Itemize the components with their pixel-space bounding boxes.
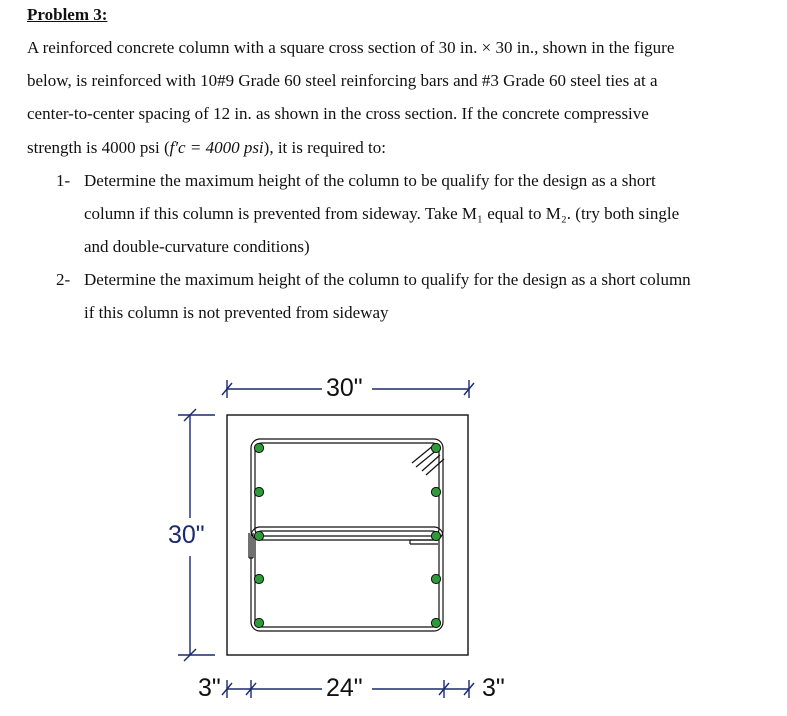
bottom-left-cover-label: 3" <box>198 674 221 702</box>
intro-line-2: below, is reinforced with 10#9 Grade 60 steel reinforcing bars and #3 Grade 60 steel ties at a <box>27 71 658 90</box>
item-1-line-3: and double-curvature conditions) <box>84 237 310 256</box>
rebar <box>431 531 440 540</box>
strength-prefix: strength is 4000 psi ( <box>27 138 170 157</box>
top-dimension-label: 30" <box>326 374 363 402</box>
rebar <box>431 618 440 627</box>
bottom-right-cover-label: 3" <box>482 674 505 702</box>
intro-line-1: A reinforced concrete column with a square cross section of 30 in. × 30 in., shown in the figure <box>27 38 675 57</box>
intro-line-3: center-to-center spacing of 12 in. as shown in the cross section. If the concrete compressive <box>27 104 649 123</box>
item-2-number: 2- <box>56 270 71 289</box>
item-1-number: 1- <box>56 171 71 190</box>
rebar <box>431 487 440 496</box>
strength-formula: f′c = 4000 psi <box>169 138 264 157</box>
left-dimension-label: 30" <box>168 521 205 549</box>
rebar <box>254 618 263 627</box>
bottom-center-label: 24" <box>326 674 363 702</box>
rebar <box>431 574 440 583</box>
rebar <box>431 443 440 452</box>
problem-heading: Problem 3: <box>27 5 108 24</box>
item-1-line-2: column if this column is prevented from sideway. Take M₁ equal to M₂. (try both single <box>84 204 680 223</box>
rebar <box>254 574 263 583</box>
rebar <box>254 487 263 496</box>
item-2-line-1: Determine the maximum height of the column to qualify for the design as a short column <box>84 270 691 289</box>
item-1-line-1: Determine the maximum height of the column to be qualify for the design as a short <box>84 171 656 190</box>
item-2-line-2: if this column is not prevented from sideway <box>84 303 389 322</box>
rebar <box>254 443 263 452</box>
rebar <box>254 531 263 540</box>
strength-suffix: ), it is required to: <box>263 138 386 157</box>
